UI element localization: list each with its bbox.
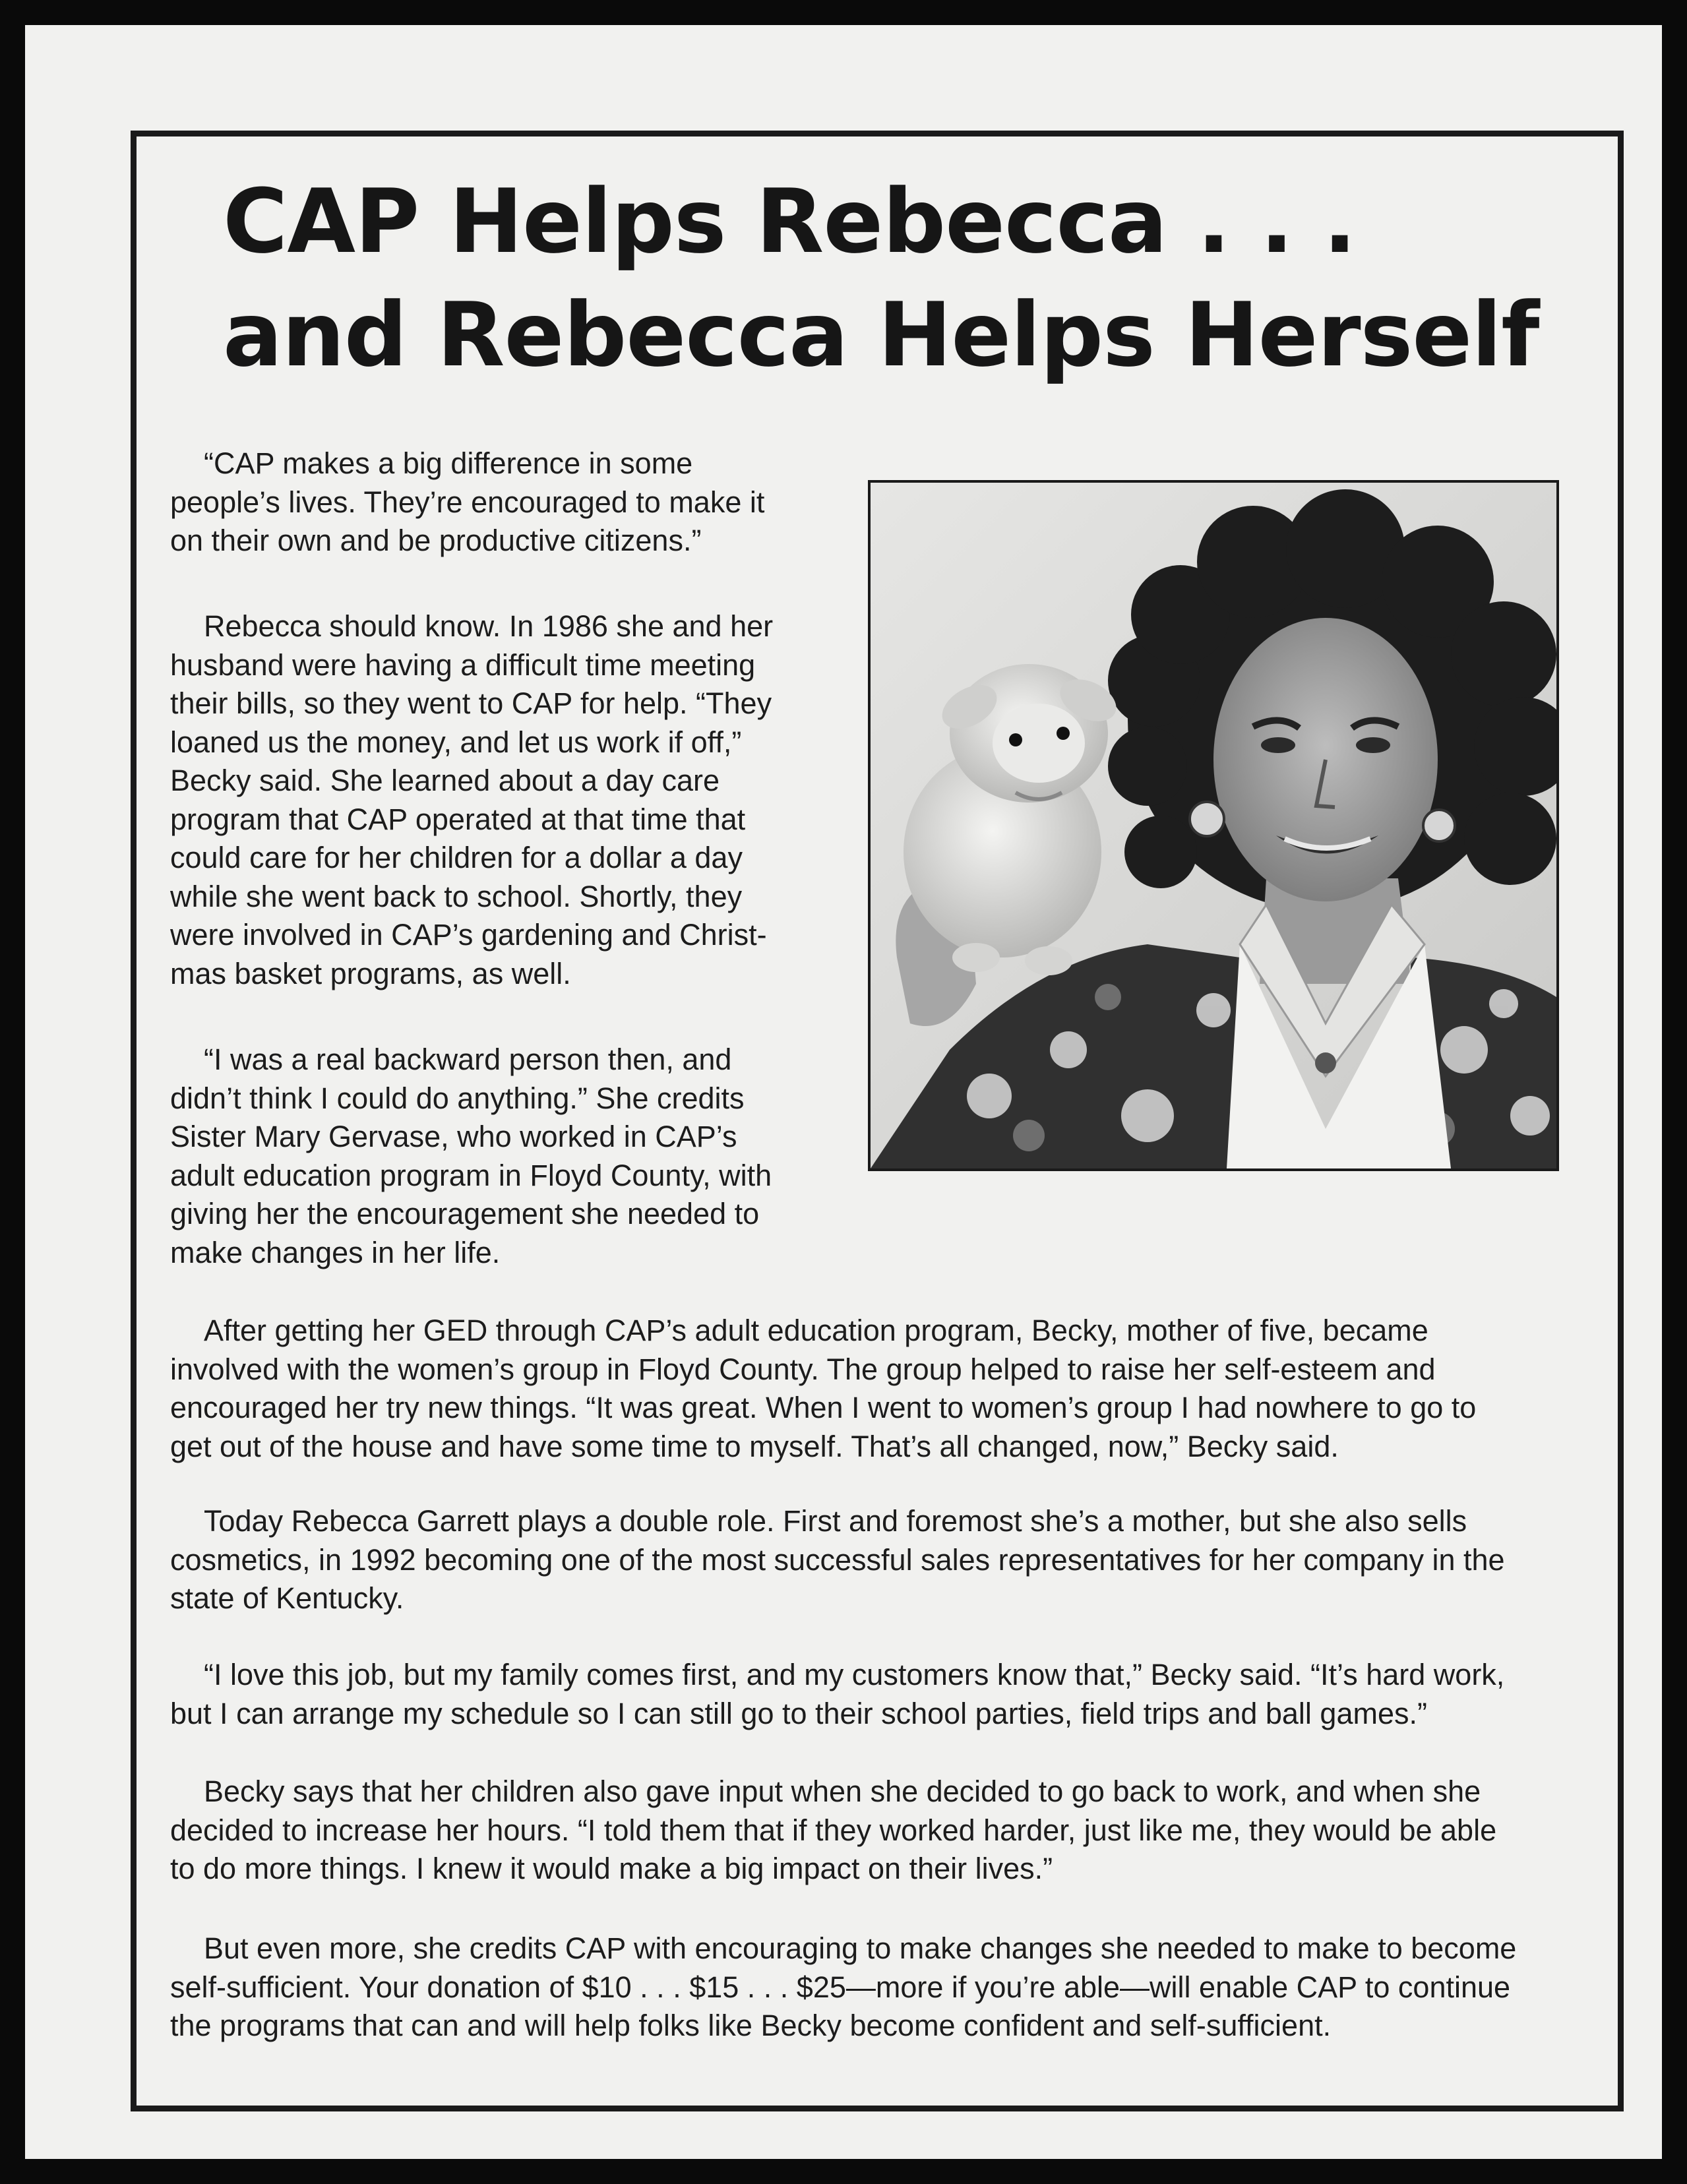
- text-line: self-sufficient. Your donation of $10 . . . $15 . . . $25—more if you’re able—will enable CAP to continue: [170, 1970, 1511, 2004]
- text-line: encouraged her try new things. “It was great. When I went to women’s group I had nowhere to go to: [170, 1391, 1477, 1424]
- text-line: program that CAP operated at that time that: [170, 802, 746, 836]
- paragraph-5: [170, 1502, 1505, 1618]
- headline: [223, 165, 1542, 392]
- text-line: But even more, she credits CAP with encouraging to make changes she needed to make to become: [204, 1931, 1517, 1965]
- text-line: were involved in CAP’s gardening and Christ-: [170, 918, 767, 952]
- paragraph-1: [170, 444, 764, 561]
- text-line: state of Kentucky.: [170, 1581, 404, 1615]
- text-line: on their own and be productive citizens.”: [170, 524, 702, 557]
- text-line: husband were having a difficult time meeting: [170, 648, 756, 682]
- text-line: to do more things. I knew it would make a big impact on their lives.”: [170, 1852, 1053, 1885]
- paragraph-6: [170, 1656, 1504, 1733]
- paragraph-4: [170, 1312, 1476, 1466]
- portrait-photo-icon: [871, 483, 1556, 1168]
- text-line: involved with the women’s group in Floyd County. The group helped to raise her self-esteem and: [170, 1352, 1436, 1386]
- page-sheet: [25, 25, 1662, 2159]
- headline-line-2: and Rebecca Helps Herself: [223, 284, 1539, 386]
- text-line: mas basket programs, as well.: [170, 956, 571, 990]
- text-line: “CAP makes a big difference in some: [204, 446, 693, 480]
- text-line: loaned us the money, and let us work if off,”: [170, 725, 742, 759]
- paragraph-8: [170, 1929, 1516, 2046]
- text-line: cosmetics, in 1992 becoming one of the most successful sales representatives for her company in the: [170, 1542, 1505, 1577]
- text-line: adult education program in Floyd County, with: [170, 1158, 772, 1192]
- text-line: After getting her GED through CAP’s adult education program, Becky, mother of five, became: [204, 1314, 1428, 1347]
- text-line: “I was a real backward person then, and: [204, 1043, 732, 1076]
- paragraph-2: [170, 607, 773, 993]
- text-line: while she went back to school. Shortly, they: [170, 879, 743, 913]
- text-line: “I love this job, but my family comes first, and my customers know that,” Becky said. “It’s hard work,: [204, 1658, 1505, 1691]
- text-line: decided to increase her hours. “I told them that if they worked harder, just like me, they would be able: [170, 1813, 1497, 1847]
- text-line: giving her the encouragement she needed to: [170, 1197, 760, 1230]
- text-line: Today Rebecca Garrett plays a double role. First and foremost she’s a mother, but she also sells: [204, 1504, 1467, 1538]
- text-line: the programs that can and will help folks like Becky become confident and self-sufficient.: [170, 2009, 1332, 2042]
- paragraph-3: [170, 1041, 772, 1272]
- portrait-photo: [868, 480, 1559, 1171]
- text-line: people’s lives. They’re encouraged to make it: [170, 485, 765, 519]
- headline-line-1: CAP Helps Rebecca . . .: [223, 170, 1357, 273]
- text-line: but I can arrange my schedule so I can still go to their school parties, field trips and ball games.”: [170, 1696, 1427, 1730]
- text-line: get out of the house and have some time to myself. That’s all changed, now,” Becky said.: [170, 1429, 1339, 1463]
- text-line: Becky said. She learned about a day care: [170, 764, 720, 797]
- text-line: their bills, so they went to CAP for help. “They: [170, 686, 772, 720]
- text-line: Rebecca should know. In 1986 she and her: [204, 609, 774, 643]
- text-line: didn’t think I could do anything.” She credits: [170, 1081, 745, 1115]
- text-line: Sister Mary Gervase, who worked in CAP’s: [170, 1120, 737, 1153]
- text-line: could care for her children for a dollar a day: [170, 841, 743, 874]
- text-line: Becky says that her children also gave input when she decided to go back to work, and when she: [204, 1774, 1481, 1808]
- text-line: make changes in her life.: [170, 1235, 501, 1269]
- paragraph-7: [170, 1773, 1496, 1889]
